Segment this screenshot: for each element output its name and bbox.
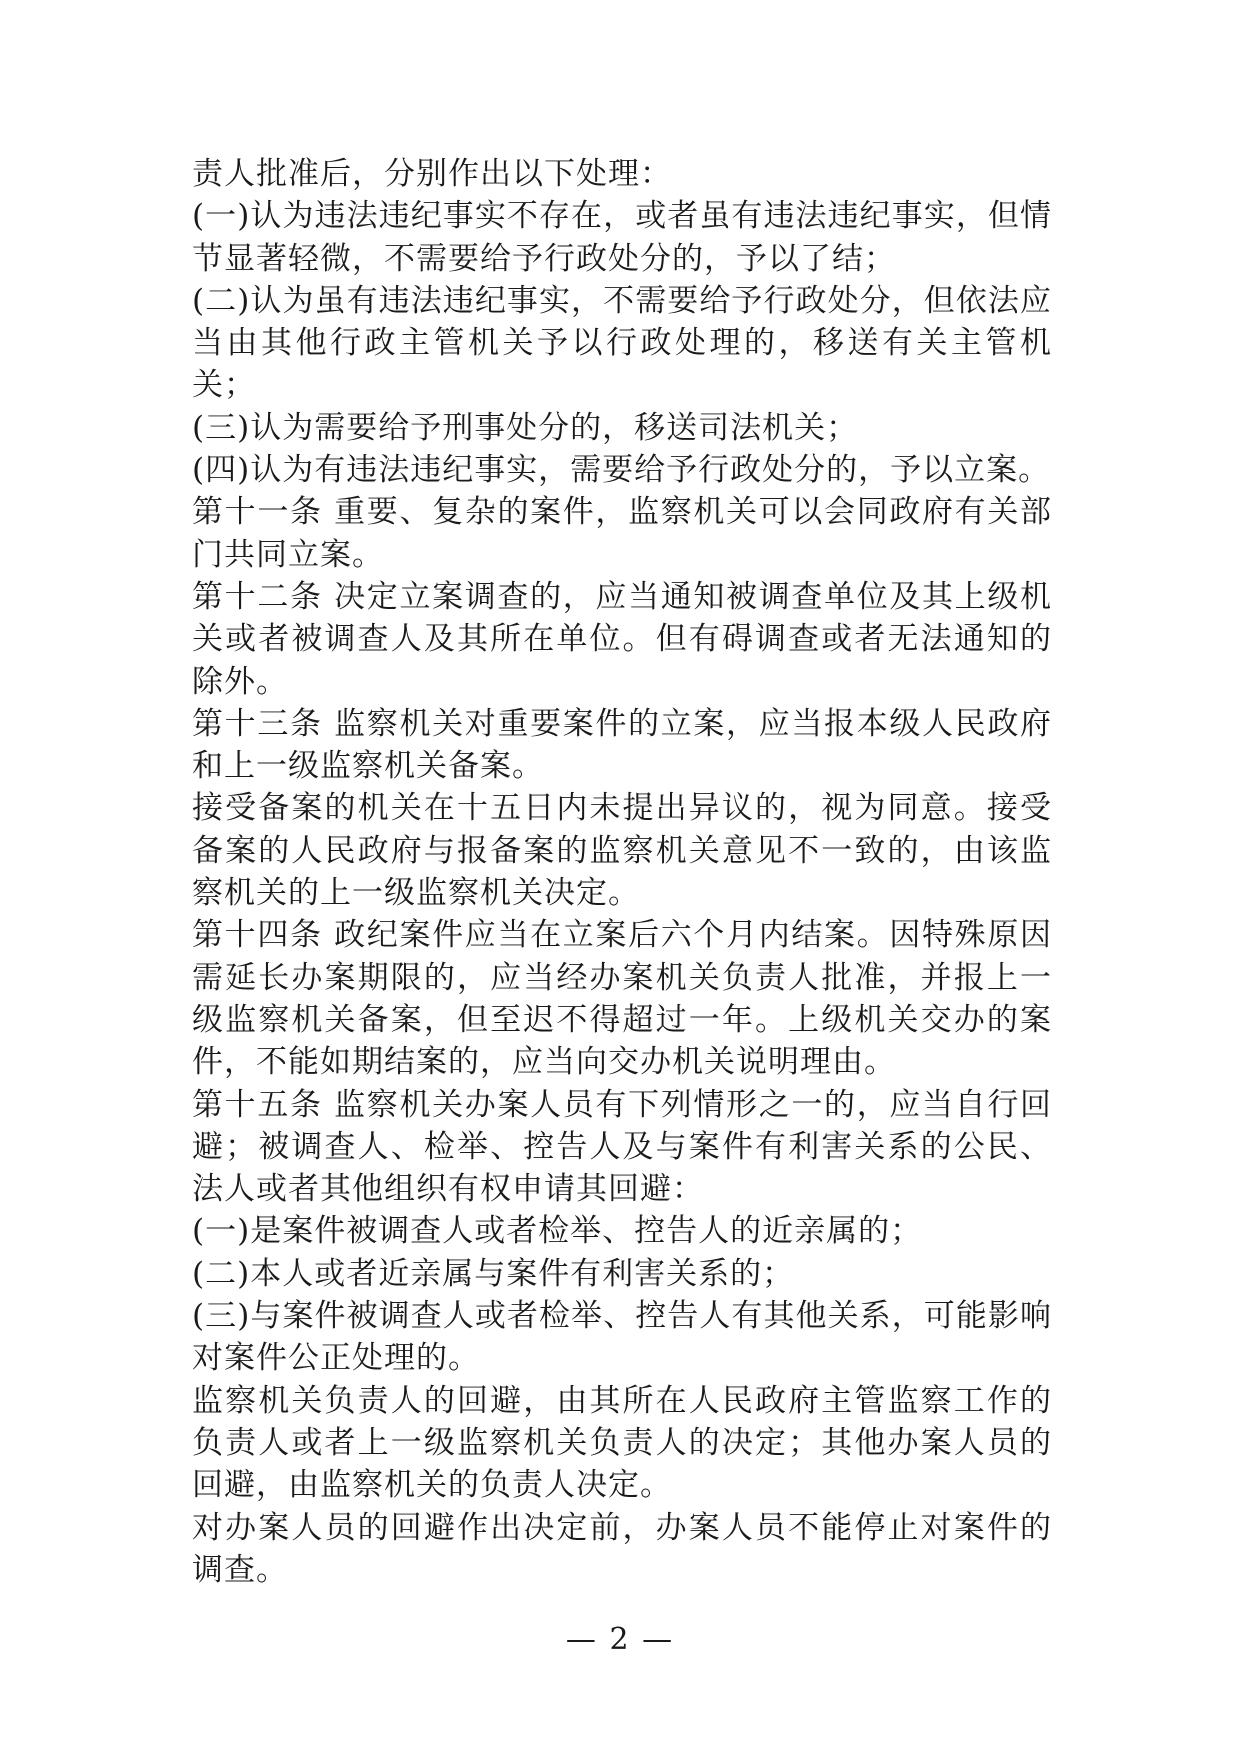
paragraph-item-2: (二)认为虽有违法违纪事实，不需要给予行政处分，但依法应当由其他行政主管机关予以行政处理的，移送有关主管机关； (192, 282, 1052, 404)
article-13-paragraph-2: 接受备案的机关在十五日内未提出异议的，视为同意。接受备案的人民政府与报备案的监察机关意见不一致的，由该监察机关的上一级监察机关决定。 (192, 790, 1052, 912)
article-15-item-1: (一)是案件被调查人或者检举、控告人的近亲属的； (192, 1213, 923, 1250)
article-15-item-3: (三)与案件被调查人或者检举、控告人有其他关系，可能影响对案件公正处理的。 (192, 1298, 1052, 1377)
article-15: 第十五条 监察机关办案人员有下列情形之一的，应当自行回避；被调查人、检举、控告人及与案件有利害关系的公民、法人或者其他组织有权申请其回避： (192, 1086, 1052, 1208)
article-15-paragraph-2: 监察机关负责人的回避，由其所在人民政府主管监察工作的负责人或者上一级监察机关负责人的决定；其他办案人员的回避，由监察机关的负责人决定。 (192, 1382, 1052, 1504)
document-body (192, 153, 1052, 1591)
article-11: 第十一条 重要、复杂的案件，监察机关可以会同政府有关部门共同立案。 (192, 494, 1052, 573)
article-12: 第十二条 决定立案调查的，应当通知被调查单位及其上级机关或者被调查人及其所在单位。但有碍调查或者无法通知的除外。 (192, 578, 1052, 700)
article-14: 第十四条 政纪案件应当在立案后六个月内结案。因特殊原因需延长办案期限的，应当经办案机关负责人批准，并报上一级监察机关备案，但至迟不得超过一年。上级机关交办的案件，不能如期结案的，应当向交办机关说明理由。 (192, 917, 1052, 1081)
article-15-item-2: (二)本人或者近亲属与案件有利害关系的； (192, 1255, 795, 1292)
paragraph-item-3: (三)认为需要给予刑事处分的，移送司法机关； (192, 409, 859, 446)
article-15-paragraph-3: 对办案人员的回避作出决定前，办案人员不能停止对案件的调查。 (192, 1509, 1052, 1588)
paragraph-continuation: 责人批准后，分别作出以下处理： (192, 156, 672, 192)
page-number: — 2 — (565, 1622, 675, 1657)
article-13: 第十三条 监察机关对重要案件的立案，应当报本级人民政府和上一级监察机关备案。 (192, 705, 1052, 785)
paragraph-item-4: (四)认为有违法违纪事实，需要给予行政处分的，予以立案。 (192, 452, 1051, 489)
paragraph-item-1: (一)认为违法违纪事实不存在，或者虽有违法违纪事实，但情节显著轻微，不需要给予行政处分的，予以了结； (192, 198, 1052, 277)
